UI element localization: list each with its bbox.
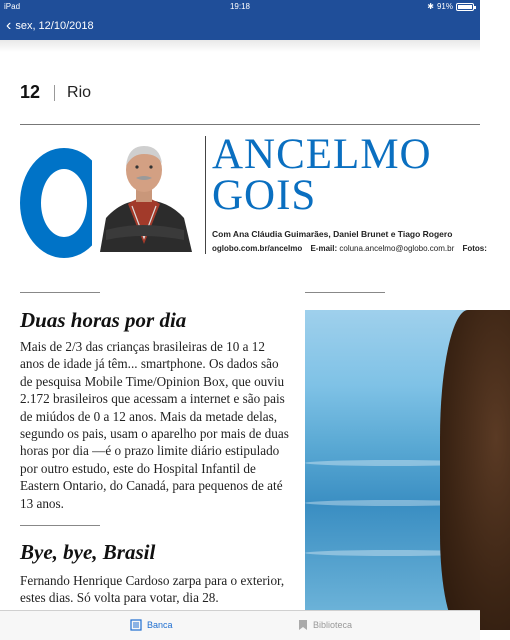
masthead-divider (205, 136, 206, 254)
article1-headline: Duas horas por dia (20, 308, 187, 332)
tab-banca[interactable] (130, 619, 173, 631)
chevron-left-icon: ‹ (6, 17, 12, 34)
newspaper-page[interactable] (0, 40, 487, 610)
tab-biblioteca[interactable] (298, 619, 352, 631)
page-shadow (0, 40, 480, 52)
article2-rule (20, 525, 100, 526)
columnist-portrait (92, 134, 198, 252)
battery-icon (456, 3, 474, 11)
email-address: coluna.ancelmo@oglobo.com.br (339, 244, 455, 253)
tab-bar (0, 610, 480, 640)
section-header (20, 82, 91, 103)
article1-body: Mais de 2/3 das crianças brasileiras de 10 a 12 anos de idade já têm... smartphone. Os dados são de pesquisa Mobile Time/Opinion Box, que ouviu 2.172 brasileiros que acessam a internet e são pais de miúdos de 0 a 12 anos. Mais da metade delas, segundo os pais, usam o aparelho por mais de duas horas por dia —é o prazo limite diário estipulado por outro estudo, este do Hospital Infantil de Eastern Ontario, do Canadá, para pequenos de até 13 anos. (20, 339, 289, 511)
status-bar (0, 0, 480, 13)
status-right (427, 2, 474, 11)
header-divider (54, 85, 55, 101)
article2-body: Fernando Henrique Cardoso zarpa para o exterior, estes dias. Só volta para votar, dia 28. (20, 573, 285, 606)
nav-bar (0, 14, 480, 40)
article1-rule (20, 292, 100, 293)
back-label: sex, 12/10/2018 (15, 20, 94, 32)
back-button[interactable] (6, 18, 94, 34)
beach-photo (305, 310, 480, 610)
column-title-line1: ANCELMO (212, 131, 432, 178)
status-time: 19:18 (229, 2, 251, 11)
column-url: oglobo.com.br/ancelmo (212, 244, 303, 253)
photo-hair (440, 310, 510, 630)
contact-line (212, 244, 487, 253)
device-name: iPad (4, 2, 21, 11)
bluetooth-icon: ✱ (427, 2, 434, 11)
photos-label: Fotos: (462, 244, 487, 253)
bookmark-icon (298, 619, 308, 631)
section-name: Rio (67, 83, 92, 101)
battery-percent: 91% (436, 2, 453, 11)
tab-biblioteca-label: Biblioteca (313, 620, 353, 630)
email-label: E-mail: (310, 244, 338, 253)
column-title-line2: GOIS (212, 172, 317, 219)
page-number: 12 (20, 82, 41, 102)
tab-banca-label: Banca (147, 620, 173, 630)
column-title (212, 131, 432, 219)
collaborators: Com Ana Cláudia Guimarães, Daniel Brunet e Tiago Rogero (212, 229, 453, 239)
header-rule (20, 124, 480, 125)
newspaper-icon (130, 619, 142, 631)
article2-headline: Bye, bye, Brasil (20, 540, 156, 564)
photo-rule (305, 292, 385, 293)
top-bar (0, 0, 480, 40)
